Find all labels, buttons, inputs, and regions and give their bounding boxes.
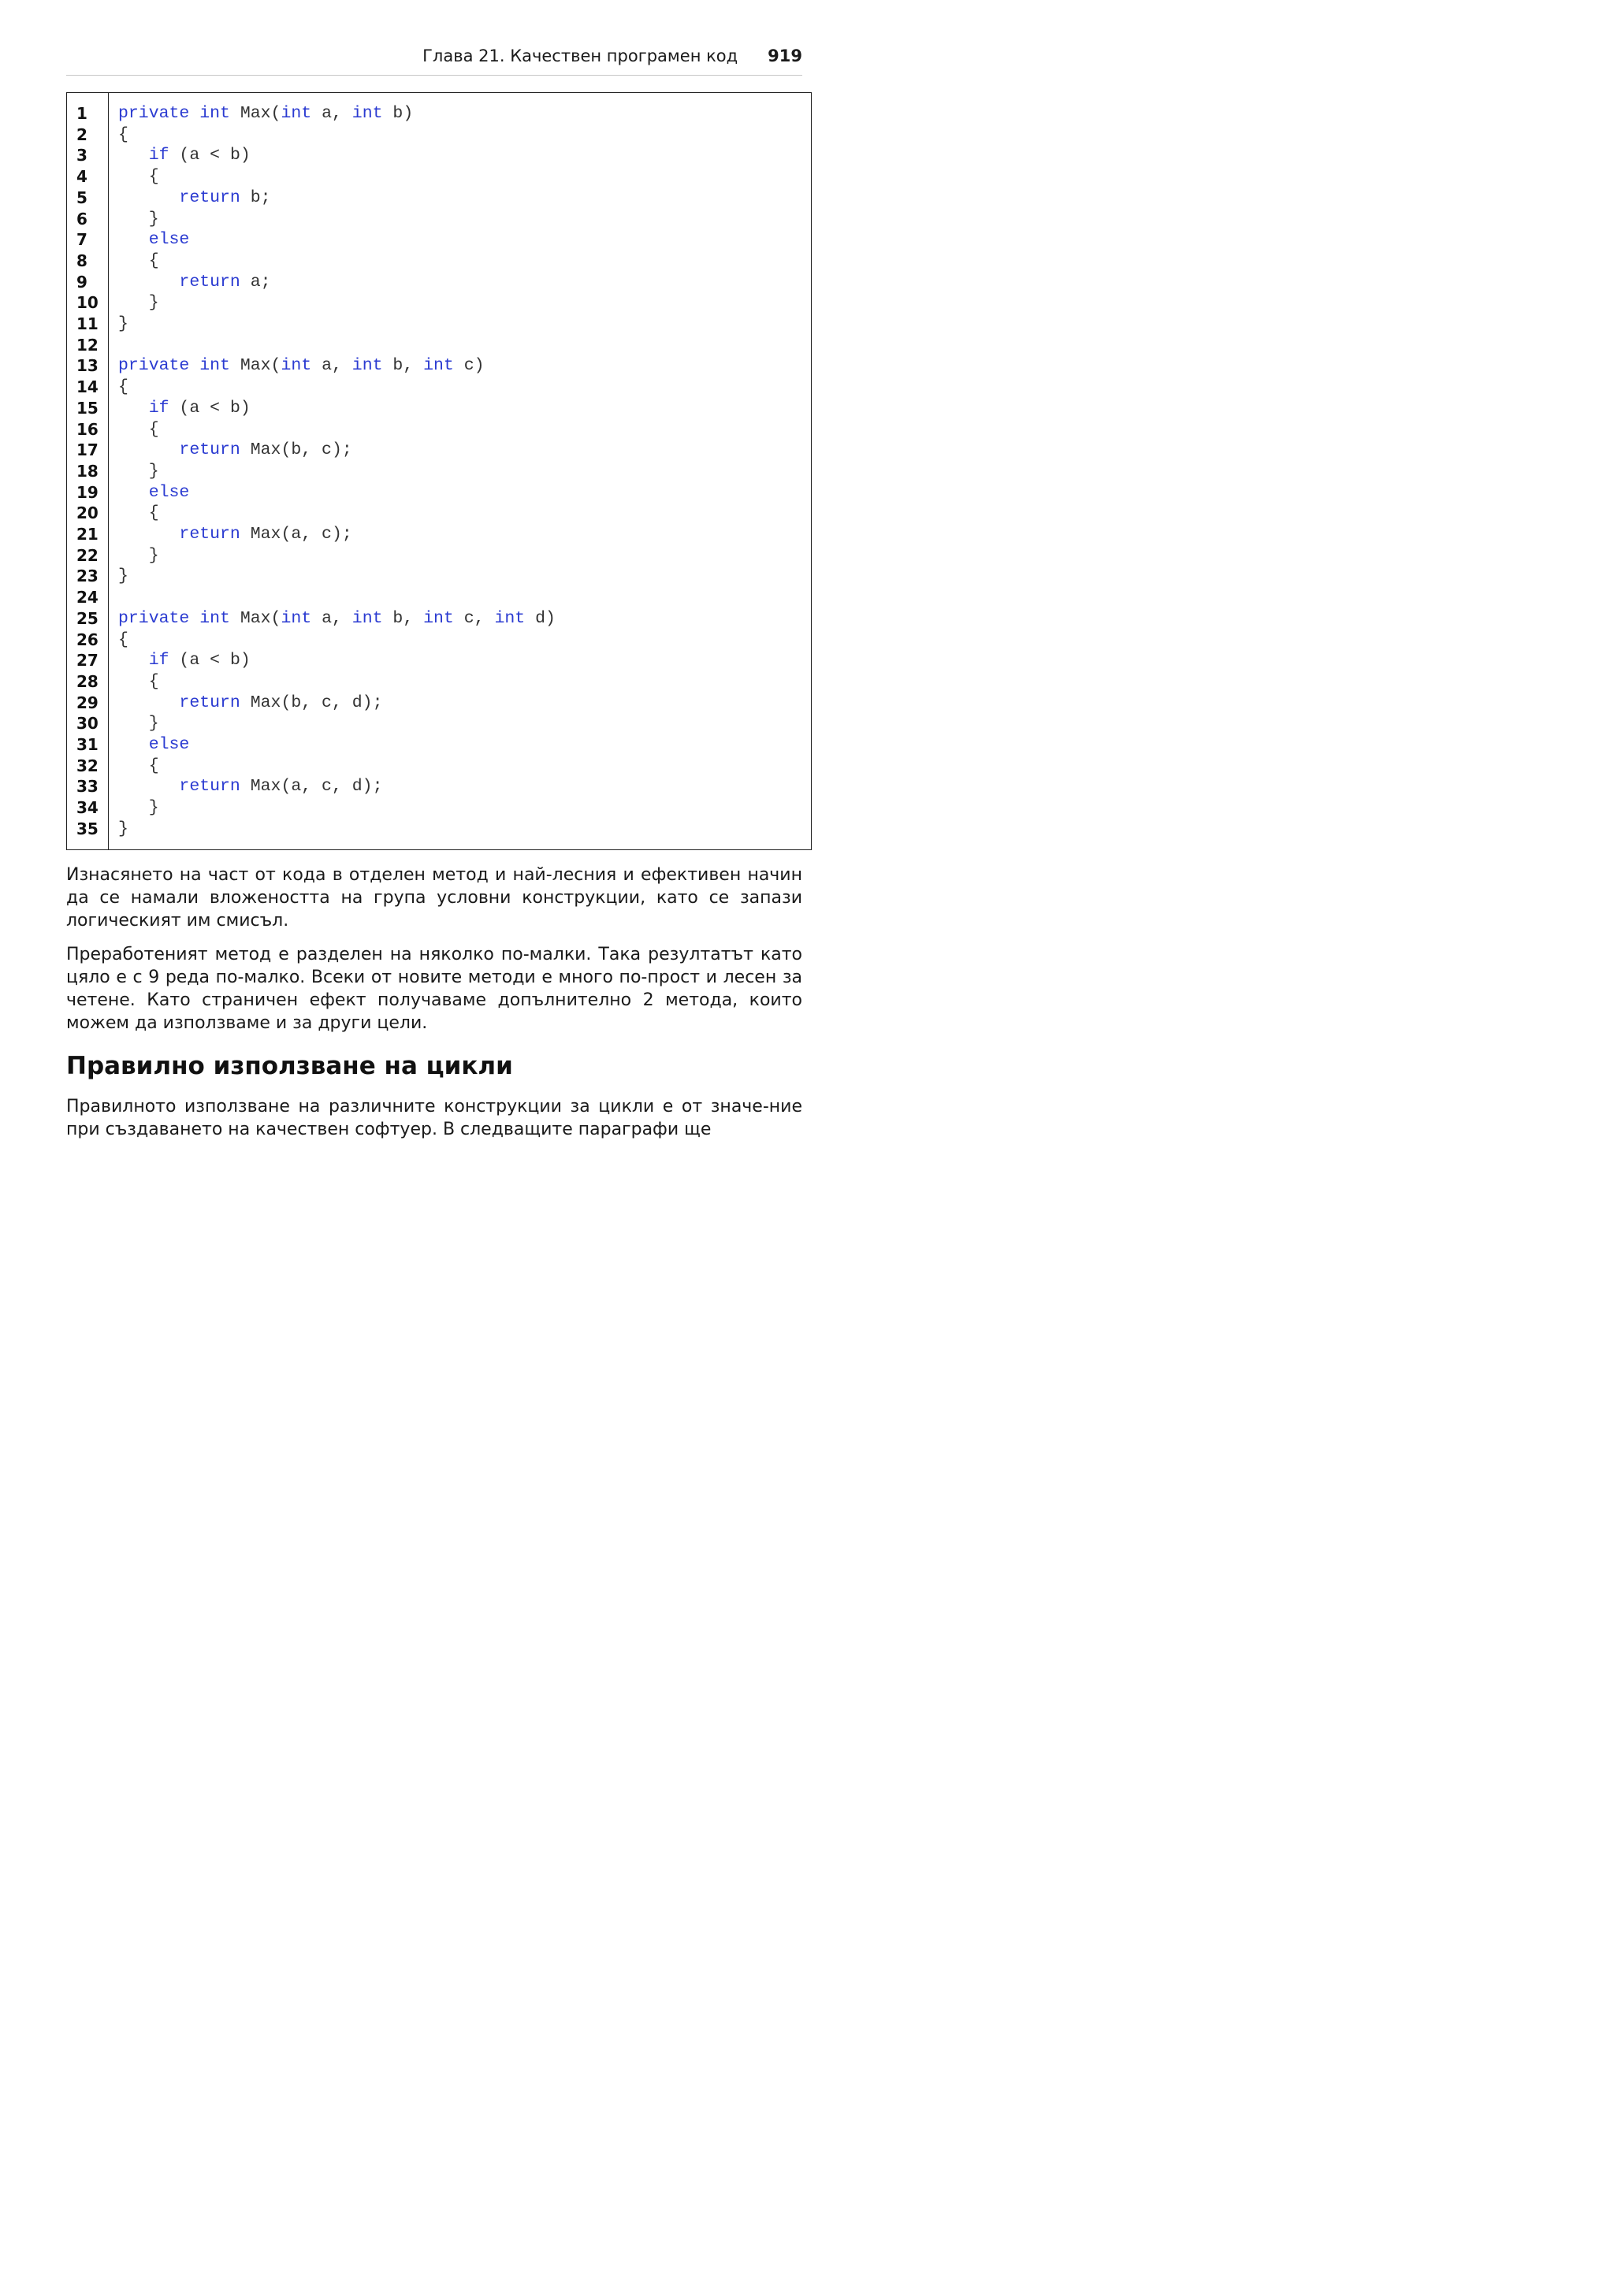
code-line [118, 209, 159, 230]
code-text: a, [311, 104, 352, 123]
code-text: } [118, 314, 128, 333]
code-text: Max( [229, 356, 281, 376]
code-line [118, 776, 382, 797]
code-keyword: int [281, 356, 312, 376]
code-keyword: int [351, 104, 383, 123]
line-number: 22 [76, 545, 99, 565]
code-line [118, 377, 128, 398]
code-line [118, 671, 159, 693]
code-text: Max(b, c, d); [240, 693, 383, 712]
code-text: { [118, 419, 159, 439]
line-number: 10 [76, 293, 99, 313]
code-line [118, 229, 189, 251]
code-keyword: int [281, 608, 312, 628]
code-keyword: int [199, 356, 230, 376]
code-text: } [118, 461, 159, 481]
code-keyword: else [148, 482, 190, 502]
line-number: 9 [76, 272, 87, 292]
line-number: 21 [76, 525, 99, 544]
code-text: b; [240, 188, 271, 207]
code-text [118, 693, 179, 712]
code-text [189, 104, 199, 123]
section-heading: Правилно използване на цикли [66, 1052, 513, 1080]
code-text: { [118, 377, 128, 397]
chapter-title: Глава 21. Качествен програмен код [422, 46, 738, 65]
line-number-gutter [67, 93, 109, 849]
code-line [118, 693, 382, 714]
line-number: 24 [76, 588, 99, 607]
line-number: 14 [76, 377, 99, 397]
code-text [118, 483, 149, 502]
line-number: 6 [76, 209, 87, 228]
line-number: 2 [76, 124, 87, 144]
code-text [118, 651, 149, 670]
page-header [66, 44, 802, 68]
code-line [118, 797, 159, 819]
code-text: b, [382, 608, 424, 628]
code-text: { [118, 671, 159, 691]
code-text: { [118, 124, 128, 144]
code-keyword: return [179, 440, 240, 460]
code-line [118, 272, 271, 293]
code-body [118, 93, 811, 849]
line-number: 28 [76, 671, 99, 691]
code-line [118, 545, 159, 567]
code-line [118, 145, 251, 166]
code-keyword: else [148, 230, 190, 250]
line-number: 5 [76, 188, 87, 207]
code-text [118, 230, 149, 249]
line-number: 34 [76, 798, 99, 818]
code-line [118, 188, 271, 209]
code-line [118, 251, 159, 272]
line-number: 19 [76, 482, 99, 502]
code-text: } [118, 545, 159, 565]
code-text [118, 735, 149, 754]
code-line [118, 398, 251, 419]
code-text: a, [311, 608, 352, 628]
code-text: Max(a, c); [240, 525, 352, 544]
code-text [118, 146, 149, 165]
line-number: 20 [76, 503, 99, 523]
code-text [118, 273, 179, 292]
paragraph-2: Преработеният метод е разделен на няколко по-малки. Така резултатът като цяло е с 9 реда по-малко. Всеки от новите методи е много по-прост и лесен за четене. Като страничен ефект получаваме допълнително 2 метода, които можем да използваме и за други цели. [66, 945, 802, 1033]
code-text: { [118, 630, 128, 649]
page-number: 919 [768, 46, 802, 65]
code-text: c, [453, 608, 495, 628]
code-line [118, 461, 159, 482]
code-line [118, 314, 128, 335]
code-text [118, 399, 149, 418]
line-number: 11 [76, 314, 99, 333]
code-text: (a < b) [169, 146, 251, 165]
line-number: 32 [76, 756, 99, 775]
code-line [118, 124, 128, 146]
code-keyword: return [179, 693, 240, 712]
code-keyword: private [118, 104, 190, 123]
code-line [118, 650, 251, 671]
code-keyword: return [179, 777, 240, 797]
code-text [118, 440, 179, 459]
code-text: } [118, 567, 128, 586]
code-keyword: else [148, 735, 190, 754]
code-text [189, 356, 199, 375]
code-text [118, 188, 179, 207]
code-text: { [118, 756, 159, 775]
code-line [118, 819, 128, 840]
code-line [118, 440, 352, 461]
line-number: 3 [76, 146, 87, 165]
code-keyword: int [281, 104, 312, 123]
line-number: 16 [76, 419, 99, 439]
code-text: a, [311, 356, 352, 376]
code-line [118, 608, 556, 630]
code-text: } [118, 819, 128, 838]
paragraph-1: Изнасянето на част от кода в отделен метод и най-лесния и ефективен начин да се намали вложеността на група условни конструкции, като се запази логическият им смисъл. [66, 865, 802, 931]
line-number: 27 [76, 651, 99, 671]
line-number: 25 [76, 608, 99, 628]
code-keyword: if [148, 651, 169, 671]
code-text: d) [525, 608, 556, 628]
code-text: Max( [229, 104, 281, 123]
code-line [118, 734, 189, 756]
header-divider [66, 75, 802, 76]
code-line [118, 630, 128, 651]
code-line [118, 524, 352, 545]
line-number: 15 [76, 398, 99, 418]
code-keyword: int [494, 608, 526, 628]
line-number: 31 [76, 735, 99, 754]
line-number: 17 [76, 440, 99, 460]
code-text: Max(a, c, d); [240, 777, 383, 797]
code-listing [66, 92, 812, 850]
line-number: 1 [76, 104, 87, 123]
code-text: } [118, 798, 159, 818]
code-keyword: int [351, 608, 383, 628]
code-text: a; [240, 272, 271, 292]
code-keyword: if [148, 398, 169, 418]
code-text: } [118, 714, 159, 734]
paragraph-3: Правилното използване на различните конструкции за цикли е от значе-ние при създаването на качествен софтуер. В следващите параграфи ще [66, 1097, 802, 1139]
line-number: 23 [76, 567, 99, 586]
code-text [118, 777, 179, 796]
code-text [189, 609, 199, 628]
line-number: 29 [76, 693, 99, 712]
line-number: 26 [76, 630, 99, 649]
code-keyword: return [179, 525, 240, 544]
code-keyword: return [179, 272, 240, 292]
line-number: 8 [76, 251, 87, 270]
line-number: 35 [76, 819, 99, 838]
code-line [118, 355, 485, 377]
code-line [118, 756, 159, 777]
line-number: 30 [76, 714, 99, 734]
line-number: 18 [76, 461, 99, 481]
code-line [118, 503, 159, 524]
code-line [118, 566, 128, 587]
code-text: } [118, 293, 159, 313]
code-text: Max( [229, 608, 281, 628]
code-text: (a < b) [169, 651, 251, 671]
code-keyword: int [351, 356, 383, 376]
code-text: { [118, 503, 159, 523]
code-keyword: int [423, 356, 454, 376]
line-number: 33 [76, 777, 99, 797]
code-text: b) [382, 104, 414, 123]
code-keyword: private [118, 356, 190, 376]
code-keyword: private [118, 608, 190, 628]
code-keyword: if [148, 146, 169, 165]
line-number: 12 [76, 335, 99, 355]
code-line [118, 713, 159, 734]
code-line [118, 419, 159, 440]
code-keyword: int [199, 104, 230, 123]
code-text [118, 525, 179, 544]
line-number: 4 [76, 167, 87, 187]
line-number: 7 [76, 230, 87, 250]
code-line [118, 103, 413, 124]
code-keyword: return [179, 188, 240, 207]
line-number: 13 [76, 356, 99, 376]
code-line [118, 292, 159, 314]
code-text: } [118, 209, 159, 228]
code-line [118, 166, 159, 188]
code-text: c) [453, 356, 485, 376]
code-text: { [118, 251, 159, 270]
code-text: b, [382, 356, 424, 376]
code-text: (a < b) [169, 398, 251, 418]
code-keyword: int [199, 608, 230, 628]
code-text: { [118, 167, 159, 187]
code-line [118, 482, 189, 503]
code-keyword: int [423, 608, 454, 628]
code-text: Max(b, c); [240, 440, 352, 460]
